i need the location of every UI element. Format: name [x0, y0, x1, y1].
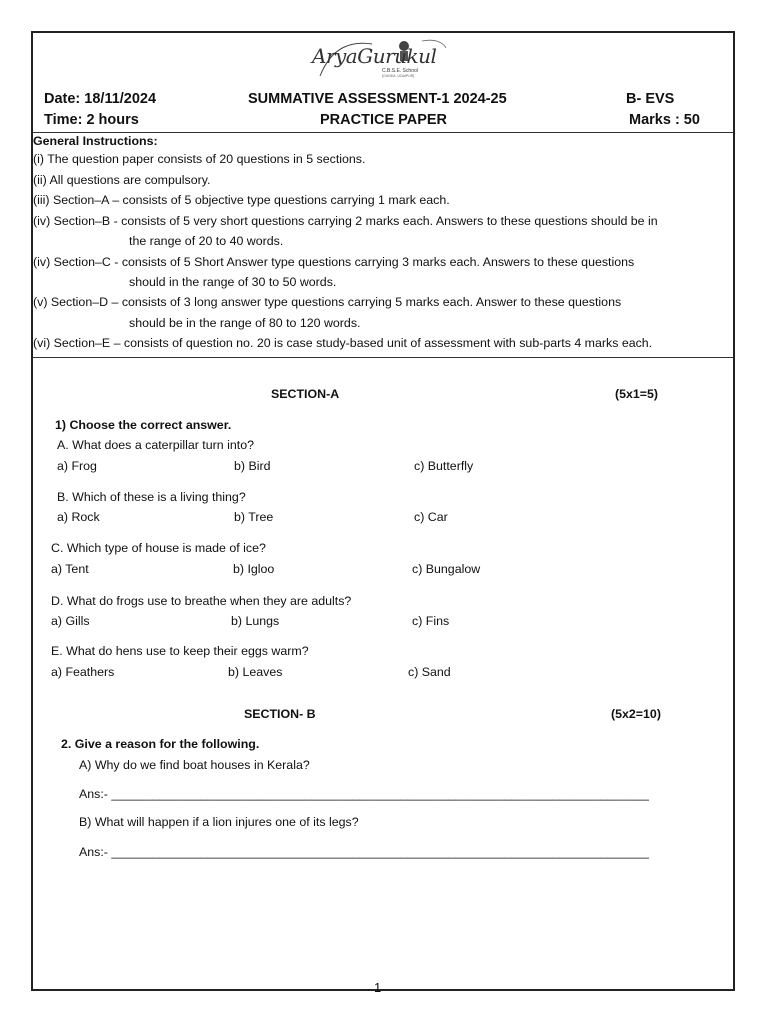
logo-text: AryaGurukul	[312, 44, 437, 68]
mcq-question: B. Which of these is a living thing?	[57, 490, 246, 504]
mcq-question: E. What do hens use to keep their eggs warm?	[51, 644, 309, 658]
mcq-option: b) Tree	[234, 510, 274, 524]
mcq-option: a) Gills	[51, 614, 90, 628]
exam-subject: B- EVS	[626, 91, 675, 107]
mcq-option: b) Bird	[234, 459, 271, 473]
logo-subtext: C.B.S.E. School	[382, 68, 418, 74]
short-question: B) What will happen if a lion injures one of its legs?	[79, 815, 359, 829]
mcq-option: c) Butterfly	[414, 459, 474, 473]
answer-line[interactable]: Ans:- ______________________________________________________________________________	[79, 787, 649, 801]
exam-time: Time: 2 hours	[44, 112, 139, 128]
instruction-line: should in the range of 30 to 50 words.	[129, 275, 337, 289]
section-b-marks: (5x2=10)	[611, 707, 661, 721]
exam-marks: Marks : 50	[629, 112, 700, 128]
instruction-line: (i) The question paper consists of 20 questions in 5 sections.	[33, 152, 366, 166]
section-b-title: SECTION- B	[244, 707, 316, 721]
mcq-option: a) Tent	[51, 562, 89, 576]
short-question: A) Why do we find boat houses in Kerala?	[79, 758, 310, 772]
mcq-option: b) Lungs	[231, 614, 280, 628]
instruction-line: the range of 20 to 40 words.	[129, 234, 284, 248]
mcq-option: a) Feathers	[51, 665, 115, 679]
school-logo	[312, 36, 447, 84]
mcq-option: c) Car	[414, 510, 448, 524]
instructions-divider	[33, 357, 733, 358]
instruction-line: (vi) Section–E – consists of question no. 20 is case study-based unit of assessment with sub-parts 4 marks each.	[33, 336, 653, 350]
logo-tagline: [GUNDA, UDAIPUR]	[382, 74, 415, 78]
section-a-title: SECTION-A	[271, 387, 340, 401]
question-2-heading: 2. Give a reason for the following.	[61, 737, 260, 751]
section-a-marks: (5x1=5)	[615, 387, 659, 401]
instruction-line: (iii) Section–A – consists of 5 objective type questions carrying 1 mark each.	[33, 193, 450, 207]
mcq-option: b) Igloo	[233, 562, 275, 576]
page-number: 1	[374, 980, 382, 995]
mcq-question: C. Which type of house is made of ice?	[51, 541, 266, 555]
question-1-heading: 1) Choose the correct answer.	[55, 418, 232, 432]
mcq-option: b) Leaves	[228, 665, 283, 679]
instruction-line: (iv) Section–B - consists of 5 very short questions carrying 2 marks each. Answers to these questions should be in	[33, 214, 658, 228]
header-divider	[33, 132, 733, 133]
exam-subtitle: PRACTICE PAPER	[320, 112, 448, 128]
instruction-line: (iv) Section–C - consists of 5 Short Answer type questions carrying 3 marks each. Answers to these questions	[33, 255, 635, 269]
exam-title: SUMMATIVE ASSESSMENT-1 2024-25	[248, 91, 507, 107]
instruction-line: (ii) All questions are compulsory.	[33, 173, 211, 187]
mcq-option: c) Fins	[412, 614, 450, 628]
exam-date: Date: 18/11/2024	[44, 91, 157, 107]
answer-line[interactable]: Ans:- ______________________________________________________________________________	[79, 845, 649, 859]
instructions-heading: General Instructions:	[33, 134, 158, 148]
mcq-question: D. What do frogs use to breathe when they are adults?	[51, 594, 352, 608]
mcq-question: A. What does a caterpillar turn into?	[57, 438, 254, 452]
instruction-line: should be in the range of 80 to 120 words.	[129, 316, 361, 330]
mcq-option: c) Sand	[408, 665, 451, 679]
mcq-option: a) Frog	[57, 459, 97, 473]
mcq-option: c) Bungalow	[412, 562, 481, 576]
mcq-option: a) Rock	[57, 510, 100, 524]
instruction-line: (v) Section–D – consists of 3 long answer type questions carrying 5 marks each. Answer to these questions	[33, 295, 622, 309]
